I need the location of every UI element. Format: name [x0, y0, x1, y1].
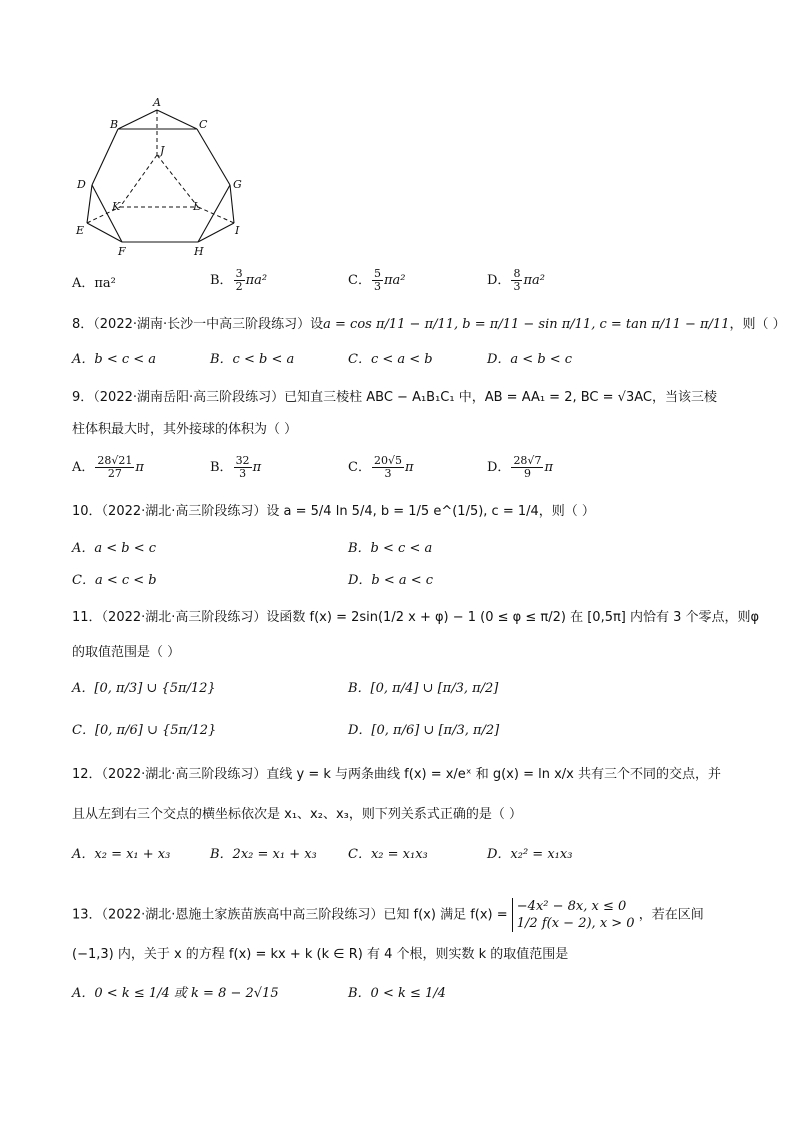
vertex-label-L: L — [193, 200, 201, 213]
vertex-label-F: F — [118, 245, 126, 258]
vertex-label-A: A — [153, 96, 161, 109]
q13-stem-line1 — [72, 898, 704, 932]
q13-case1: −4x² − 8x, x ≤ 0 — [516, 899, 627, 914]
vertex-label-C: C — [199, 118, 208, 131]
vertex-label-G: G — [233, 178, 242, 191]
frac-num: 3 — [235, 267, 243, 280]
q13-stem-pre: 13．（2022·湖北·恩施土家族苗族高中高三阶段练习）已知 f(x) 满足 f(x) = — [72, 907, 508, 923]
frac-num: 20√5 — [373, 454, 402, 467]
frac-num: 28√21 — [97, 454, 133, 467]
q9-option-a[interactable] — [72, 455, 144, 480]
q9-option-b-tail: π — [252, 460, 262, 475]
frac-den: 3 — [384, 467, 392, 480]
q7-option-b-label: B． — [210, 273, 233, 288]
q7-option-d-fraction — [511, 268, 522, 293]
q9-option-d-tail: π — [544, 460, 553, 475]
q7-option-a-text: A．πa² — [72, 276, 116, 291]
q7-option-b-tail: πa² — [245, 273, 268, 288]
q8-option-d[interactable]: D．a < b < c — [487, 352, 573, 367]
q12-stem-line1: 12．（2022·湖北·高三阶段练习）直线 y = k 与两条曲线 f(x) = x/eˣ 和 g(x) = ln x/x 共有三个不同的交点，并 — [72, 767, 721, 782]
frac-den: 3 — [239, 467, 247, 480]
q7-option-b[interactable] — [210, 268, 267, 293]
q10-option-b[interactable]: B．b < c < a — [348, 541, 433, 556]
q13-stem-line2: (−1,3) 内，关于 x 的方程 f(x) = kx + k (k ∈ R) 有 4 个根，则实数 k 的取值范围是 — [72, 947, 569, 962]
q13-option-a[interactable]: A．0 < k ≤ 1/4 或 k = 8 − 2√15 — [72, 986, 279, 1001]
q13-stem-post: ，若在区间 — [638, 907, 704, 923]
q10-option-c[interactable]: C．a < c < b — [72, 573, 157, 588]
frac-num: 8 — [513, 267, 521, 280]
frac-num: 32 — [235, 454, 250, 467]
q12-option-d[interactable]: D．x₂² = x₁x₃ — [487, 847, 573, 862]
q8-stem-post: ，则（ ） — [729, 317, 786, 332]
q9-option-c-label: C． — [348, 460, 371, 475]
q9-option-c-fraction — [372, 455, 404, 480]
q9-option-c-tail: π — [404, 460, 414, 475]
edge-BD — [92, 129, 118, 185]
q13-case2: 1/2 f(x − 2), x > 0 — [516, 916, 635, 931]
q11-option-c[interactable]: C．[0, π/6] ∪ {5π/12} — [72, 723, 217, 738]
polyhedron-figure — [60, 95, 260, 265]
q9-option-b-label: B． — [210, 460, 233, 475]
q9-option-a-label: A． — [72, 460, 95, 475]
frac-num: 5 — [373, 267, 381, 280]
q8-stem — [72, 316, 786, 334]
vertex-label-I: I — [235, 224, 240, 237]
q9-option-b-fraction — [234, 455, 252, 480]
edge-AC — [157, 110, 197, 129]
q7-option-c-label: C． — [348, 273, 371, 288]
q9-stem-line2: 柱体积最大时，其外接球的体积为（ ） — [72, 422, 298, 437]
q13-piecewise — [512, 898, 635, 932]
q8-expression: a = cos π/11 − π/11, b = π/11 − sin π/11, c = tan π/11 − π/11 — [323, 317, 730, 332]
vertex-label-B: B — [110, 118, 119, 131]
q9-option-d[interactable] — [487, 455, 553, 480]
q12-option-b[interactable]: B．2x₂ = x₁ + x₃ — [210, 847, 317, 862]
q7-option-d[interactable] — [487, 268, 545, 293]
q8-option-b[interactable]: B．c < b < a — [210, 352, 295, 367]
q9-stem-line1: 9．（2022·湖南岳阳·高三阶段练习）已知直三棱柱 ABC − A₁B₁C₁ 中，AB = AA₁ = 2, BC = √3AC，当该三棱 — [72, 390, 717, 405]
q7-option-d-tail: πa² — [523, 273, 545, 288]
vertex-label-H: H — [194, 245, 204, 258]
q9-option-c[interactable] — [348, 455, 414, 480]
q12-option-a[interactable]: A．x₂ = x₁ + x₃ — [72, 847, 171, 862]
q7-option-b-fraction — [234, 268, 245, 293]
frac-den: 2 — [235, 280, 243, 293]
q7-option-c[interactable] — [348, 268, 405, 293]
q7-option-a[interactable] — [72, 275, 116, 293]
q12-option-c[interactable]: C．x₂ = x₁x₃ — [348, 847, 428, 862]
q11-option-b[interactable]: B．[0, π/4] ∪ [π/3, π/2] — [348, 681, 499, 696]
q7-option-c-tail: πa² — [383, 273, 406, 288]
edge-JK — [120, 155, 157, 207]
frac-den: 3 — [513, 280, 521, 293]
frac-den: 27 — [107, 467, 122, 480]
q11-option-a[interactable]: A．[0, π/3] ∪ {5π/12} — [72, 681, 216, 696]
edge-AB — [118, 110, 157, 129]
q9-option-d-label: D． — [487, 460, 511, 475]
q11-stem-line2: 的取值范围是（ ） — [72, 645, 181, 660]
q13-option-b[interactable]: B．0 < k ≤ 1/4 — [348, 986, 446, 1001]
frac-num: 28√7 — [513, 454, 542, 467]
vertex-label-K: K — [112, 200, 121, 213]
q8-stem-pre: 8．（2022·湖南·长沙一中高三阶段练习）设 — [72, 317, 324, 332]
q8-option-c[interactable]: C．c < a < b — [348, 352, 433, 367]
edge-CG — [197, 129, 230, 185]
q8-option-a[interactable]: A．b < c < a — [72, 352, 157, 367]
q11-option-d[interactable]: D．[0, π/6] ∪ [π/3, π/2] — [348, 723, 500, 738]
q9-option-a-fraction — [95, 455, 134, 480]
q9-option-b[interactable] — [210, 455, 261, 480]
q12-stem-line2: 且从左到右三个交点的横坐标依次是 x₁、x₂、x₃，则下列关系式正确的是（ ） — [72, 807, 522, 822]
q9-option-a-tail: π — [135, 460, 144, 475]
q9-option-d-fraction — [511, 455, 543, 480]
q7-option-d-label: D． — [487, 273, 511, 288]
q10-stem: 10．（2022·湖北·高三阶段练习）设 a = 5/4 ln 5/4, b = 1/5 e^(1/5), c = 1/4，则（ ） — [72, 504, 595, 519]
q7-option-c-fraction — [372, 268, 383, 293]
vertex-label-E: E — [76, 224, 85, 237]
q11-stem-line1: 11．（2022·湖北·高三阶段练习）设函数 f(x) = 2sin(1/2 x + φ) − 1 (0 ≤ φ ≤ π/2) 在 [0,5π] 内恰有 3 个零点，则φ — [72, 610, 760, 625]
vertex-label-D: D — [77, 178, 86, 191]
vertex-label-J: J — [160, 144, 165, 157]
q10-option-d[interactable]: D．b < a < c — [348, 573, 434, 588]
frac-den: 3 — [373, 280, 381, 293]
q10-option-a[interactable]: A．a < b < c — [72, 541, 157, 556]
edge-DE — [87, 185, 92, 223]
frac-den: 9 — [523, 467, 531, 480]
edge-JL — [157, 155, 198, 207]
